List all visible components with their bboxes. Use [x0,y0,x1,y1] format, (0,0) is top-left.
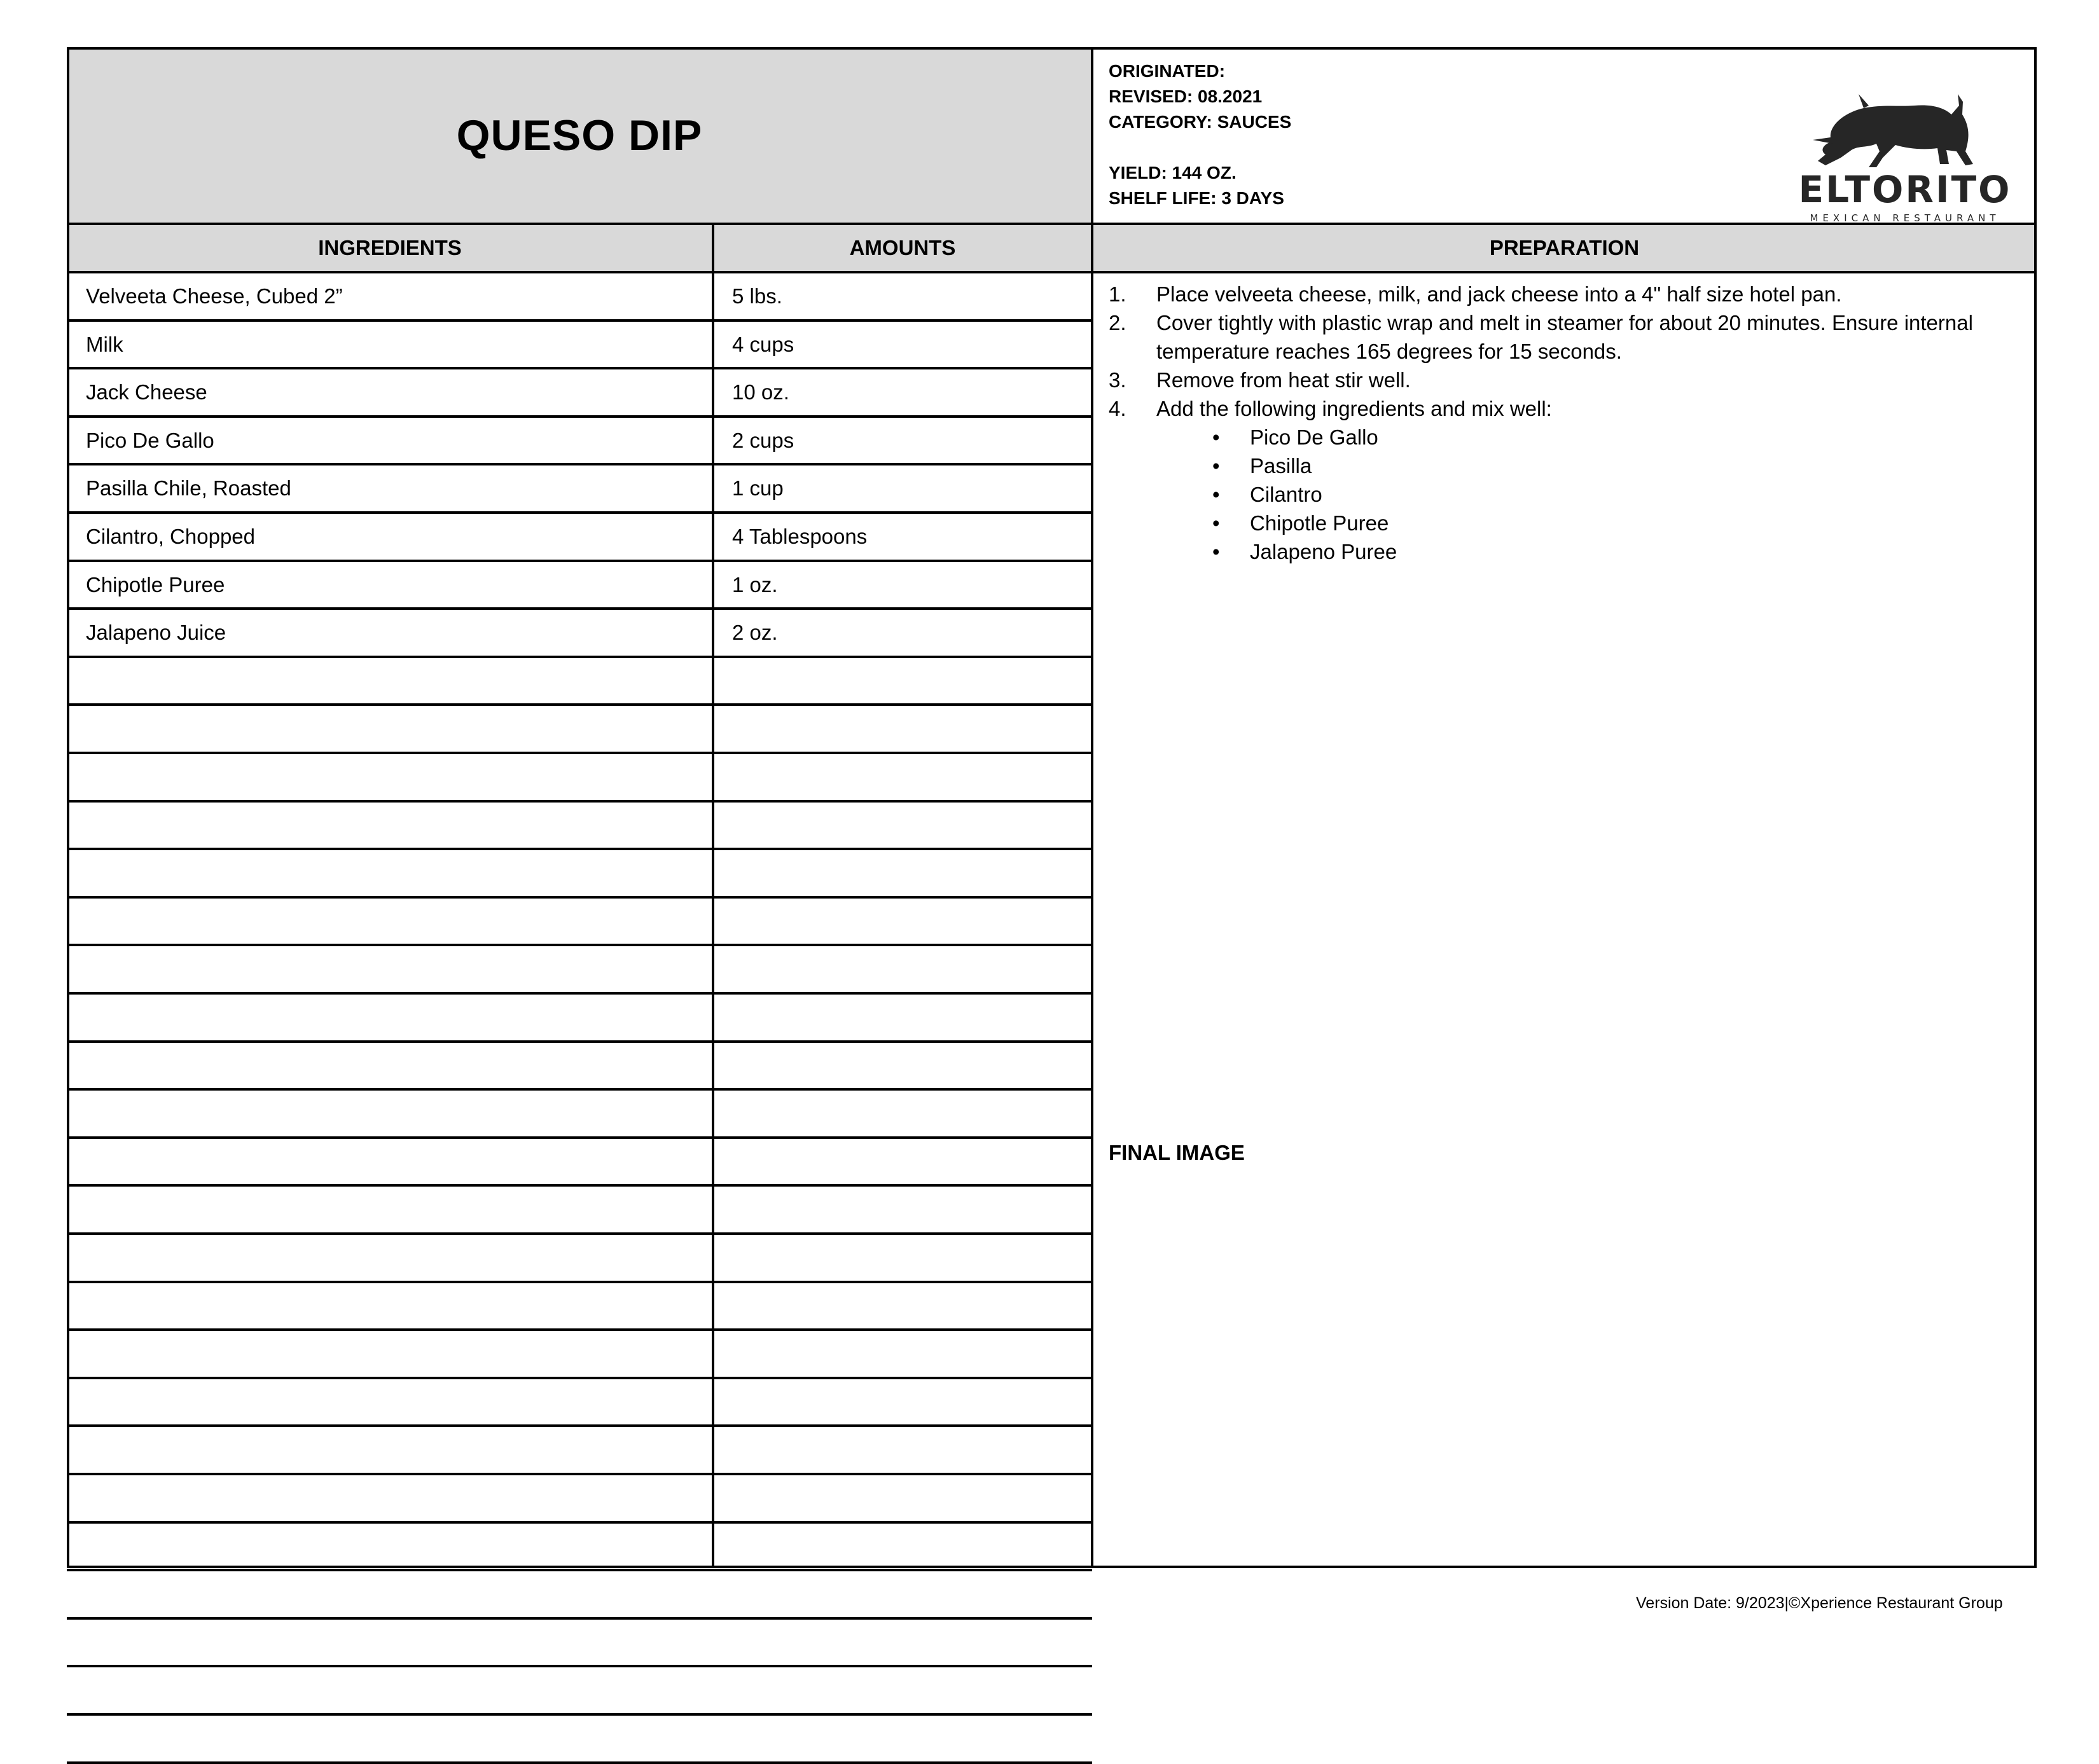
recipe-card [67,47,2037,1568]
row-divider [67,319,1092,322]
row-divider [67,1328,1092,1331]
list-item-text: Chipotle Puree [1250,511,1389,535]
added-ingredients-list [1109,423,2040,566]
row-divider [67,1040,1092,1043]
outer-border [67,47,69,1568]
row-divider [67,1377,1092,1379]
row-divider [67,1232,1092,1235]
outer-border [2034,47,2037,1568]
row-divider [67,463,1092,465]
row-divider [67,415,1092,418]
row-divider [67,607,1092,610]
row-divider [67,848,1092,850]
row-divider [67,1424,1092,1427]
list-item [1109,480,2040,509]
amount-cell: 10 oz. [732,380,789,404]
row-divider [67,896,1092,899]
row-divider [67,1569,1092,1571]
row-divider [67,367,1092,369]
step-text: Remove from heat stir well. [1156,368,1411,392]
ingredients-header: INGREDIENTS [318,236,462,259]
step-text: Place velveeta cheese, milk, and jack cheese into a 4" half size hotel pan. [1156,282,1842,306]
list-item-text: Cilantro [1250,483,1322,506]
ingredient-cell: Jack Cheese [86,380,207,404]
yield-field: YIELD: 144 OZ. [1109,163,1237,183]
list-item-text: Pico De Gallo [1250,425,1378,449]
ingredient-cell: Cilantro, Chopped [86,525,255,548]
category-field: CATEGORY: SAUCES [1109,112,1292,132]
ingredient-cell: Velveeta Cheese, Cubed 2” [86,284,343,308]
list-item [1109,423,2040,451]
bullet-icon: • [1212,425,1220,449]
row-divider [67,800,1092,803]
row-divider [67,752,1092,754]
bullet-icon: • [1212,511,1220,535]
row-divider [67,560,1092,562]
amount-cell: 2 oz. [732,621,778,645]
step-number: 2. [1109,311,1126,334]
version-footer: Version Date: 9/2023|©Xperience Restaurant Group [1636,1594,2003,1612]
column-divider [1091,47,1093,1568]
final-image-label: FINAL IMAGE [1109,1141,1245,1164]
list-item [1109,537,2040,566]
outer-border [67,47,2037,50]
amount-cell: 1 oz. [732,572,778,596]
row-divider [67,511,1092,514]
step-number: 4. [1109,397,1126,420]
preparation-steps [1109,280,2040,566]
el-torito-logo [1787,69,2023,228]
header-divider [67,223,2037,225]
row-divider [67,1713,1092,1716]
row-divider [67,1281,1092,1283]
row-divider [67,1136,1092,1139]
shelf-life-field: SHELF LIFE: 3 DAYS [1109,188,1284,208]
row-divider [67,1521,1092,1524]
step-number: 1. [1109,282,1126,306]
row-divider [67,1665,1092,1667]
amount-cell: 1 cup [732,476,784,500]
row-divider [67,1473,1092,1475]
bull-icon [1813,94,1973,167]
amount-cell: 5 lbs. [732,284,782,308]
list-item-text: Pasilla [1250,454,1312,478]
preparation-step [1109,394,2040,423]
amounts-header: AMOUNTS [849,236,956,259]
preparation-step [1109,366,2040,394]
step-text: Add the following ingredients and mix well: [1156,397,1552,420]
logo-tagline: MEXICAN RESTAURANT [1810,212,2000,224]
row-divider [67,656,1092,658]
row-divider [67,1184,1092,1187]
row-divider [67,703,1092,706]
ingredient-cell: Pasilla Chile, Roasted [86,476,291,500]
list-item [1109,451,2040,480]
amount-cell: 4 cups [732,332,794,356]
ingredient-cell: Milk [86,332,123,356]
preparation-step [1109,308,2040,366]
amount-cell: 2 cups [732,428,794,452]
bullet-icon: • [1212,454,1220,478]
revised-field: REVISED: 08.2021 [1109,86,1263,106]
list-item-text: Jalapeno Puree [1250,540,1397,563]
step-number: 3. [1109,368,1126,392]
preparation-step [1109,280,2040,308]
preparation-header: PREPARATION [1489,236,1640,259]
recipe-meta [1109,59,1291,211]
row-divider [67,1088,1092,1091]
row-divider [67,1617,1092,1620]
amount-cell: 4 Tablespoons [732,525,868,548]
ingredient-cell: Pico De Gallo [86,428,214,452]
logo-name: ELTORITO [1798,168,2012,211]
row-divider [67,992,1092,995]
outer-border [67,1566,2037,1568]
row-divider [67,944,1092,946]
row-divider [67,1761,1092,1764]
bullet-icon: • [1212,540,1220,563]
list-item [1109,509,2040,537]
originated-field: ORIGINATED: [1109,61,1226,81]
ingredient-cell: Jalapeno Juice [86,621,226,645]
recipe-title: QUESO DIP [456,111,703,160]
step-text: Cover tightly with plastic wrap and melt in steamer for about 20 minutes. Ensure internal temperature reaches 165 degrees for 15 seconds. [1156,311,1973,363]
bullet-icon: • [1212,483,1220,506]
header-divider [67,271,2037,273]
ingredient-cell: Chipotle Puree [86,572,225,596]
